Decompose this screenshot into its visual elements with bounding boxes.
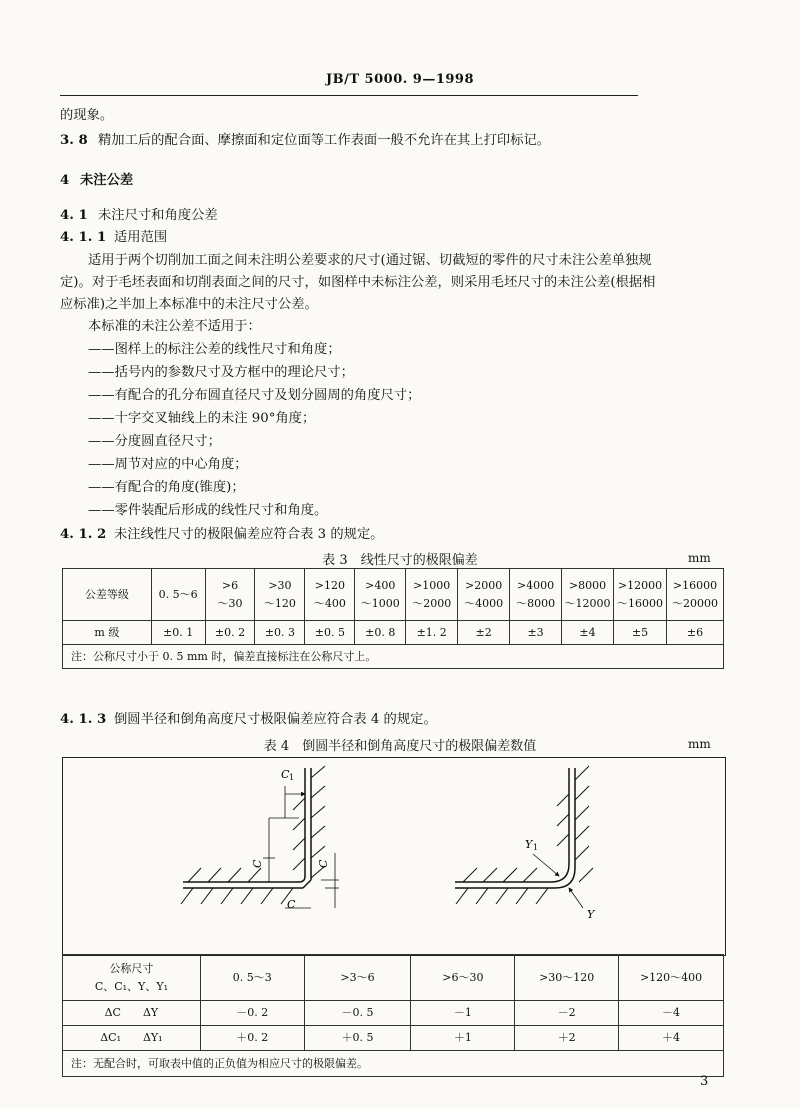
range-to: ～120	[263, 596, 296, 610]
table-cell: ±6	[666, 621, 723, 645]
list-item: ——零件装配后形成的线性尺寸和角度。	[88, 503, 328, 518]
table-cell: ±5	[613, 621, 666, 645]
table-cell: ±0. 8	[355, 621, 406, 645]
range-from: >8000	[568, 578, 607, 592]
paragraph-line: 应标准)之半加上本标准中的未注尺寸公差。	[60, 297, 318, 312]
header-cell	[205, 569, 255, 621]
table-cell: －1	[411, 1001, 515, 1026]
table-note: 注：无配合时，可取表中值的正负值为相应尺寸的极限偏差。	[63, 1051, 724, 1077]
section-title: 适用范围	[114, 230, 168, 245]
row-label: ΔC ΔY	[63, 1001, 201, 1026]
header-rule	[60, 95, 638, 96]
table-3-unit: mm	[688, 551, 711, 565]
header-cell: 0. 5～6	[151, 569, 205, 621]
list-item: ——有配合的角度(锥度)；	[88, 480, 245, 495]
table-cell: ＋2	[515, 1026, 619, 1051]
header-cell: >3～6	[304, 955, 411, 1001]
range-from: >1000	[413, 578, 451, 592]
header-line: 公称尺寸	[109, 961, 154, 975]
range-to: ～16000	[616, 596, 663, 610]
range-to: ～1000	[360, 596, 400, 610]
table-3	[62, 568, 724, 669]
table-4	[62, 954, 724, 1077]
section-4-heading	[60, 172, 133, 190]
header-cell	[355, 569, 406, 621]
section-4-1-3	[60, 711, 437, 729]
label-c-bottom: C	[287, 898, 296, 911]
paragraph-line: 适用于两个切削加工面之间未注明公差要求的尺寸(通过锯、切截短的零件的尺寸未注公差单独规	[88, 253, 652, 268]
table-3-caption: 表 3 线性尺寸的极限偏差	[322, 553, 478, 568]
paragraph-continuation: 的现象。	[60, 108, 114, 123]
table-cell: ＋0. 5	[304, 1026, 411, 1051]
list-item: ——有配合的孔分布圆直径尺寸及划分圆周的角度尺寸；	[88, 388, 421, 403]
section-text: 未注线性尺寸的极限偏差应符合表 3 的规定。	[114, 527, 384, 542]
label-y: Y	[587, 908, 595, 921]
list-item: ——图样上的标注公差的线性尺寸和角度；	[88, 342, 341, 357]
paragraph-line: 定)。对于毛坯表面和切削表面之间的尺寸，如图样中未标注公差，则采用毛坯尺寸的未注公差(根据相	[60, 275, 656, 290]
table-cell: ±4	[562, 621, 614, 645]
table-cell: ±2	[458, 621, 510, 645]
section-4-1-1-heading	[60, 229, 167, 247]
table-cell: ＋1	[411, 1026, 515, 1051]
section-title: 未注公差	[80, 173, 134, 188]
header-cell: >30～120	[515, 955, 619, 1001]
table-cell: ±1. 2	[406, 621, 458, 645]
page-number: 3	[700, 1074, 709, 1089]
range-to: ～4000	[464, 596, 504, 610]
label-y1-sub: 1	[533, 843, 539, 852]
table-row	[63, 621, 724, 645]
label-y1: Y	[525, 838, 533, 851]
range-from: >120	[314, 578, 345, 592]
section-3-8	[60, 132, 550, 150]
label-c1-right: C	[317, 859, 330, 868]
header-cell	[255, 569, 305, 621]
header-cell	[305, 569, 355, 621]
section-number: 4	[60, 173, 70, 188]
table-cell: ＋0. 2	[200, 1026, 304, 1051]
range-from: >400	[365, 578, 396, 592]
section-number: 4. 1. 1	[60, 230, 107, 245]
header-cell: 0. 5～3	[200, 955, 304, 1001]
range-from: >2000	[465, 578, 503, 592]
table-note-row	[63, 1051, 724, 1077]
section-text: 倒圆半径和倒角高度尺寸极限偏差应符合表 4 的规定。	[114, 712, 437, 727]
row-label: m 级	[63, 621, 152, 645]
section-4-1-heading	[60, 207, 218, 225]
header-cell	[458, 569, 510, 621]
header-cell	[510, 569, 562, 621]
range-to: ～12000	[564, 596, 611, 610]
table-cell: ±0. 5	[305, 621, 355, 645]
table-cell: －4	[619, 1001, 724, 1026]
range-to: ～30	[217, 596, 243, 610]
range-from: >30	[268, 578, 292, 592]
header-cell: 公差等级	[63, 569, 152, 621]
document-header: JB/T 5000. 9—1998	[325, 72, 475, 87]
label-c1-top-sub: 1	[289, 773, 295, 782]
table-4-figure-area	[62, 757, 726, 956]
table-4-caption: 表 4 倒圆半径和倒角高度尺寸的极限偏差数值	[263, 739, 537, 754]
range-to: ～20000	[671, 596, 718, 610]
list-item: ——分度圆直径尺寸；	[88, 434, 221, 449]
table-note: 注：公称尺寸小于 0. 5 mm 时，偏差直接标注在公称尺寸上。	[63, 645, 724, 669]
section-number: 4. 1. 2	[60, 527, 107, 542]
table-cell: ±0. 2	[205, 621, 255, 645]
range-to: ～2000	[412, 596, 452, 610]
list-item: ——括号内的参数尺寸及方框中的理论尺寸；	[88, 365, 354, 380]
section-title: 未注尺寸和角度公差	[98, 208, 218, 223]
table-header-row	[63, 569, 724, 621]
table-note-row	[63, 645, 724, 669]
table-cell: ±0. 3	[255, 621, 305, 645]
section-number: 3. 8	[60, 133, 88, 148]
chamfer-radius-diagram	[63, 758, 725, 955]
range-from: >6	[221, 578, 239, 592]
header-cell	[666, 569, 723, 621]
table-cell: －0. 2	[200, 1001, 304, 1026]
table-cell: ±3	[510, 621, 562, 645]
header-cell: >120～400	[619, 955, 724, 1001]
label-c1-top: C	[281, 768, 290, 781]
range-from: >4000	[516, 578, 555, 592]
section-text: 精加工后的配合面、摩擦面和定位面等工作表面一般不允许在其上打印标记。	[98, 133, 551, 148]
range-from: >16000	[672, 578, 718, 592]
header-cell	[613, 569, 666, 621]
section-number: 4. 1. 3	[60, 712, 107, 727]
header-cell	[562, 569, 614, 621]
table-header-row	[63, 955, 724, 1001]
header-cell	[63, 955, 201, 1001]
range-to: ～8000	[516, 596, 556, 610]
table-cell: －2	[515, 1001, 619, 1026]
header-line: C、C₁、Y、Y₁	[94, 979, 168, 993]
table-cell: －0. 5	[304, 1001, 411, 1026]
table-row	[63, 1001, 724, 1026]
table-row	[63, 1026, 724, 1051]
list-item: ——周节对应的中心角度；	[88, 457, 248, 472]
label-c1-left: C	[251, 859, 264, 868]
range-to: ～400	[313, 596, 346, 610]
row-label: ΔC₁ ΔY₁	[63, 1026, 201, 1051]
table-4-unit: mm	[688, 737, 711, 751]
range-from: >12000	[617, 578, 663, 592]
table-cell: ±0. 1	[151, 621, 205, 645]
header-cell	[406, 569, 458, 621]
section-4-1-2	[60, 526, 384, 544]
header-cell: >6～30	[411, 955, 515, 1001]
fillet-figure	[455, 766, 593, 908]
paragraph-line: 本标准的未注公差不适用于：	[88, 319, 261, 334]
table-cell: ＋4	[619, 1026, 724, 1051]
chamfer-figure	[181, 766, 339, 908]
section-number: 4. 1	[60, 208, 88, 223]
list-item: ——十字交叉轴线上的未注 90°角度；	[88, 411, 316, 426]
